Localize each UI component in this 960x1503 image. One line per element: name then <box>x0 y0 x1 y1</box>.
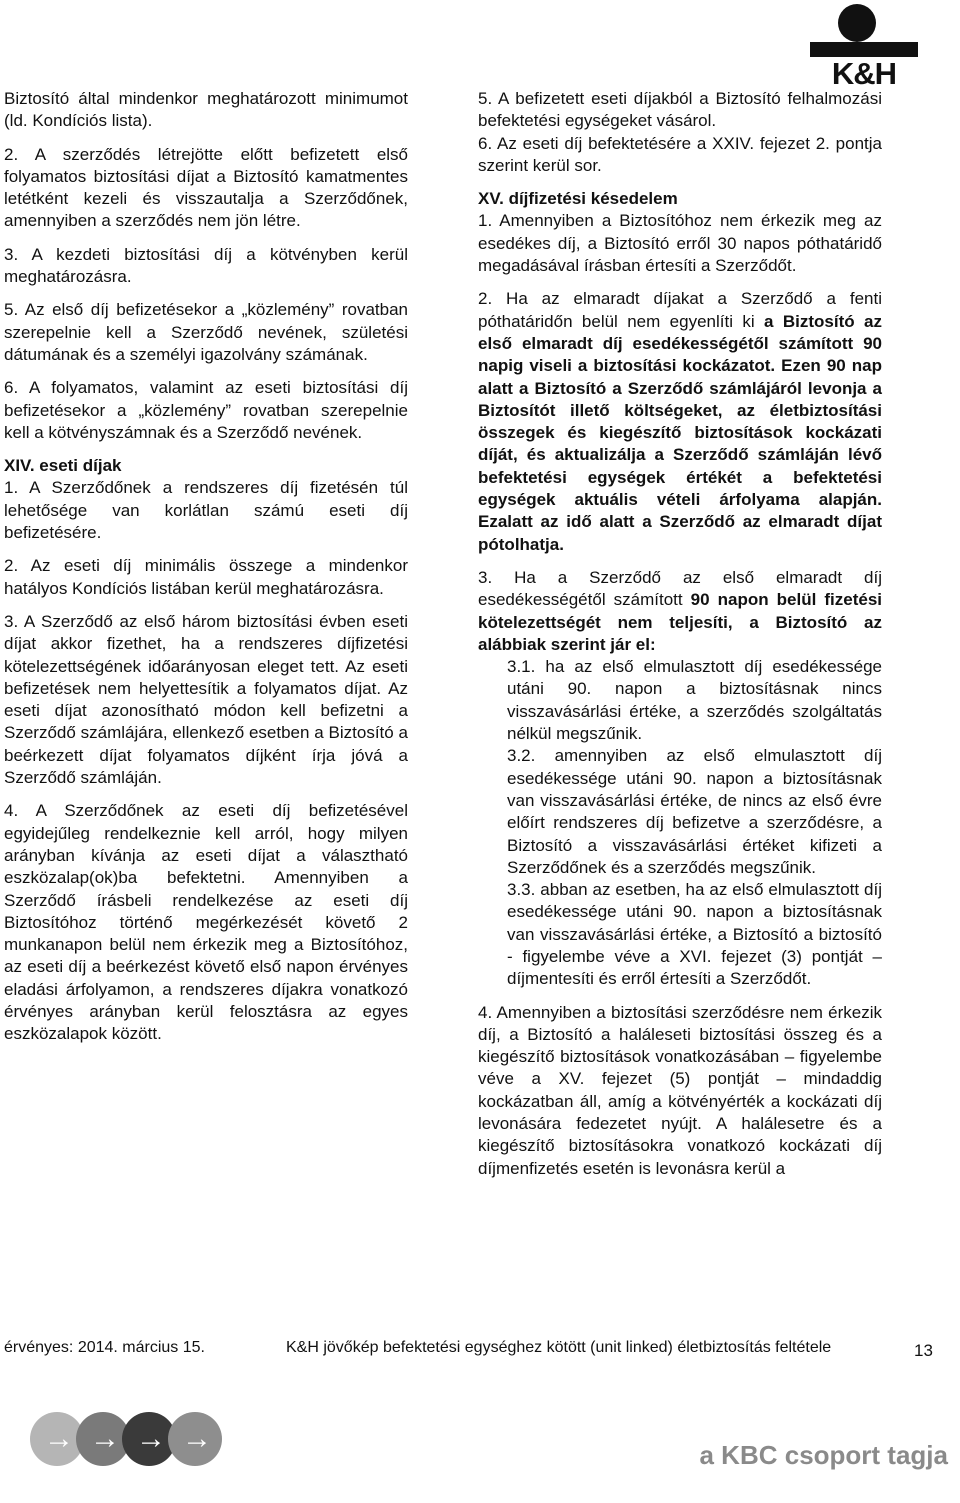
section-heading-xv: XV. díjfizetési késedelem <box>478 189 678 209</box>
arrow-circle-icon: → <box>122 1412 176 1466</box>
page-footer <box>4 1339 934 1363</box>
footer-title: K&H jövőkép befektetési egységhez kötött (unit linked) életbiztosítás feltétele <box>286 1339 832 1356</box>
kh-logo <box>808 2 920 91</box>
left-column <box>4 88 408 1057</box>
right-para-6: 6. Az eseti díj befektetésére a XXIV. fejezet 2. pontja szerint kerül sor. <box>478 133 882 175</box>
footer-valid-date: érvényes: 2014. március 15. <box>4 1339 205 1356</box>
logo-wordmark: K&H <box>831 56 897 91</box>
left-para-3: 3. A kezdeti biztosítási díj a kötvényben kerül meghatározásra. <box>4 244 408 287</box>
arrow-circle-icon: → <box>168 1412 222 1466</box>
right-para-2-intro: 2. Ha az elmaradt díjakat a Szerződő a fenti póthatáridőn belül nem egyenlíti ki <box>478 289 882 331</box>
left-para-2: 2. A szerződés létrejötte előtt befizetett első folyamatos biztosítási díjat a Biztosító kamatmentes letétként kezeli és visszautalja a Szerződőnek, amennyiben a szerződés nem jön létre. <box>4 144 408 231</box>
left-para-4: 5. Az első díj befizetésekor a „közlemény” rovatban szerepelnie kell a Szerződő nevének, születési dátumának és a személyi igazolvány számának. <box>4 300 408 364</box>
bottom-banner <box>0 1412 960 1503</box>
left-para-7: 2. Az eseti díj minimális összege a mindenkor hatályos Kondíciós listában kerül meghatározásra. <box>4 556 408 598</box>
right-para-2 <box>478 288 882 556</box>
right-subpara-3-3: 3.3. abban az esetben, ha az első elmulasztott díj esedékessége utáni 90. napon a biztosításnak van visszavásárlási értéke, a Biztosító a biztosító - figyelembe véve a XVI. fejezet (3) pontját – díjmentesíti és erről értesíti a Szerződőt. <box>507 880 882 989</box>
section-heading-xiv: XIV. eseti díjak <box>4 456 122 476</box>
left-para-9: 4. A Szerződőnek az eseti díj befizetésével egyidejűleg rendelkeznie kell arról, hogy milyen arányban kívánja az eseti díjat a választható eszközalap(ok)ba befektetni. Amennyiben a Szerződő írásbeli rendelkezése az eseti díj Biztosítóhoz történő megérkezését követő 2 munkanapon belül nem érkezik meg a Biztosítóhoz, az eseti díj a beérkezést követő első napon érvényes eladási árfolyamon, a rendszeres díjakra vonatkozó érvényes arányban kerül felosztásra az egyes eszközalapok között. <box>4 801 408 1044</box>
kbc-tagline: a KBC csoport tagja <box>699 1440 948 1470</box>
left-para-8: 3. A Szerződő az első három biztosítási évben eseti díjat akkor fizethet, ha a rendszeres díjfizetési kötelezettségének időarányosan eleget tett. Az eseti befizetések nem helyettesítik a folyamatos díjat. Az eseti díjat azonosítható módon kell befizetni a Szerződő számlájára, ellenkező esetben a Biztosító a beérkezett díjat folyamatos díjként írja jóvá a Szerződő számláján. <box>4 611 408 788</box>
right-column <box>478 88 882 1191</box>
left-para-1: Biztosító által mindenkor meghatározott minimumot (ld. Kondíciós lista). <box>4 89 408 131</box>
arrow-circle-icon: → <box>30 1412 84 1466</box>
logo-dot <box>838 4 876 42</box>
right-para-4: 4. Amennyiben a biztosítási szerződésre nem érkezik díj, a Biztosító a haláleseti biztosítási összeg és a kiegészítő biztosítások vonatkozásában – figyelembe véve a XV. fejezet (5) pontját – mindaddig kockázatban áll, amíg a kötvényérték a kockázati díj levonására fedezetet nyújt. A halálesetre és a kiegészítő biztosításokra vonatkozó kockázati díj díjmenfizetés esetén is levonásra kerül a <box>478 1002 882 1178</box>
right-para-1: 1. Amennyiben a Biztosítóhoz nem érkezik meg az esedékes díj, a Biztosító erről 30 napos póthatáridő megadásával írásban értesíti a Szerződőt. <box>478 211 882 276</box>
left-para-5: 6. A folyamatos, valamint az eseti biztosítási díj befizetésekor a „közlemény” rovatban szerepelnie kell a kötvényszámnak és a Szerződő nevének. <box>4 378 408 442</box>
right-para-3 <box>478 567 882 656</box>
right-para-5: 5. A befizetett eseti díjakból a Biztosító felhalmozási befektetési egységeket vásárol. <box>478 89 882 131</box>
right-para-2-bold: a Biztosító az első elmaradt díj esedékességétől számított 90 napig viseli a biztosítási kockázatot. Ezen 90 nap alatt a Biztosító a Szerződő számlájáról levonja a Biztosítót illető költségeket, az életbiztosítási összegek és kiegészítő biztosítások kockázati díját, és aktualizálja a Szerződő számláján lévő befektetési egységek értékét a befektetési egységek aktuális vételi árfolyama alapján. Ezalatt az idő alatt a Szerződő az elmaradt díjat pótolhatja. <box>478 311 882 554</box>
left-para-6: 1. A Szerződőnek a rendszeres díj fizetésén túl lehetősége van korlátlan számú eseti díj befizetésére. <box>4 478 408 543</box>
page-number: 13 <box>914 1341 933 1360</box>
right-para-3-intro: 3. Ha a Szerződő az első elmaradt díj esedékességétől számított <box>478 567 882 610</box>
logo-bar <box>810 42 918 57</box>
right-subpara-3-2: 3.2. amennyiben az első elmulasztott díj esedékessége utáni 90. napon a biztosításnak van visszavásárlási értéke, de nincs az első évre előírt rendszeres díj befizetve a szerződésre, a Biztosító a visszavásárlási értéket kifizeti a Szerződőnek és a szerződés megszűnik. <box>507 746 882 877</box>
right-para-3-bold: 90 napon belül fizetési kötelezettségét nem teljesíti, a Biztosító az alábbiak szerint jár el: <box>478 590 882 654</box>
arrow-circle-icon: → <box>76 1412 130 1466</box>
right-subpara-3-1: 3.1. ha az első elmulasztott díj esedékessége utáni 90. napon a biztosításnak nincs visszavásárlási értéke, a szerződés szolgáltatás nélkül megszűnik. <box>507 657 882 744</box>
